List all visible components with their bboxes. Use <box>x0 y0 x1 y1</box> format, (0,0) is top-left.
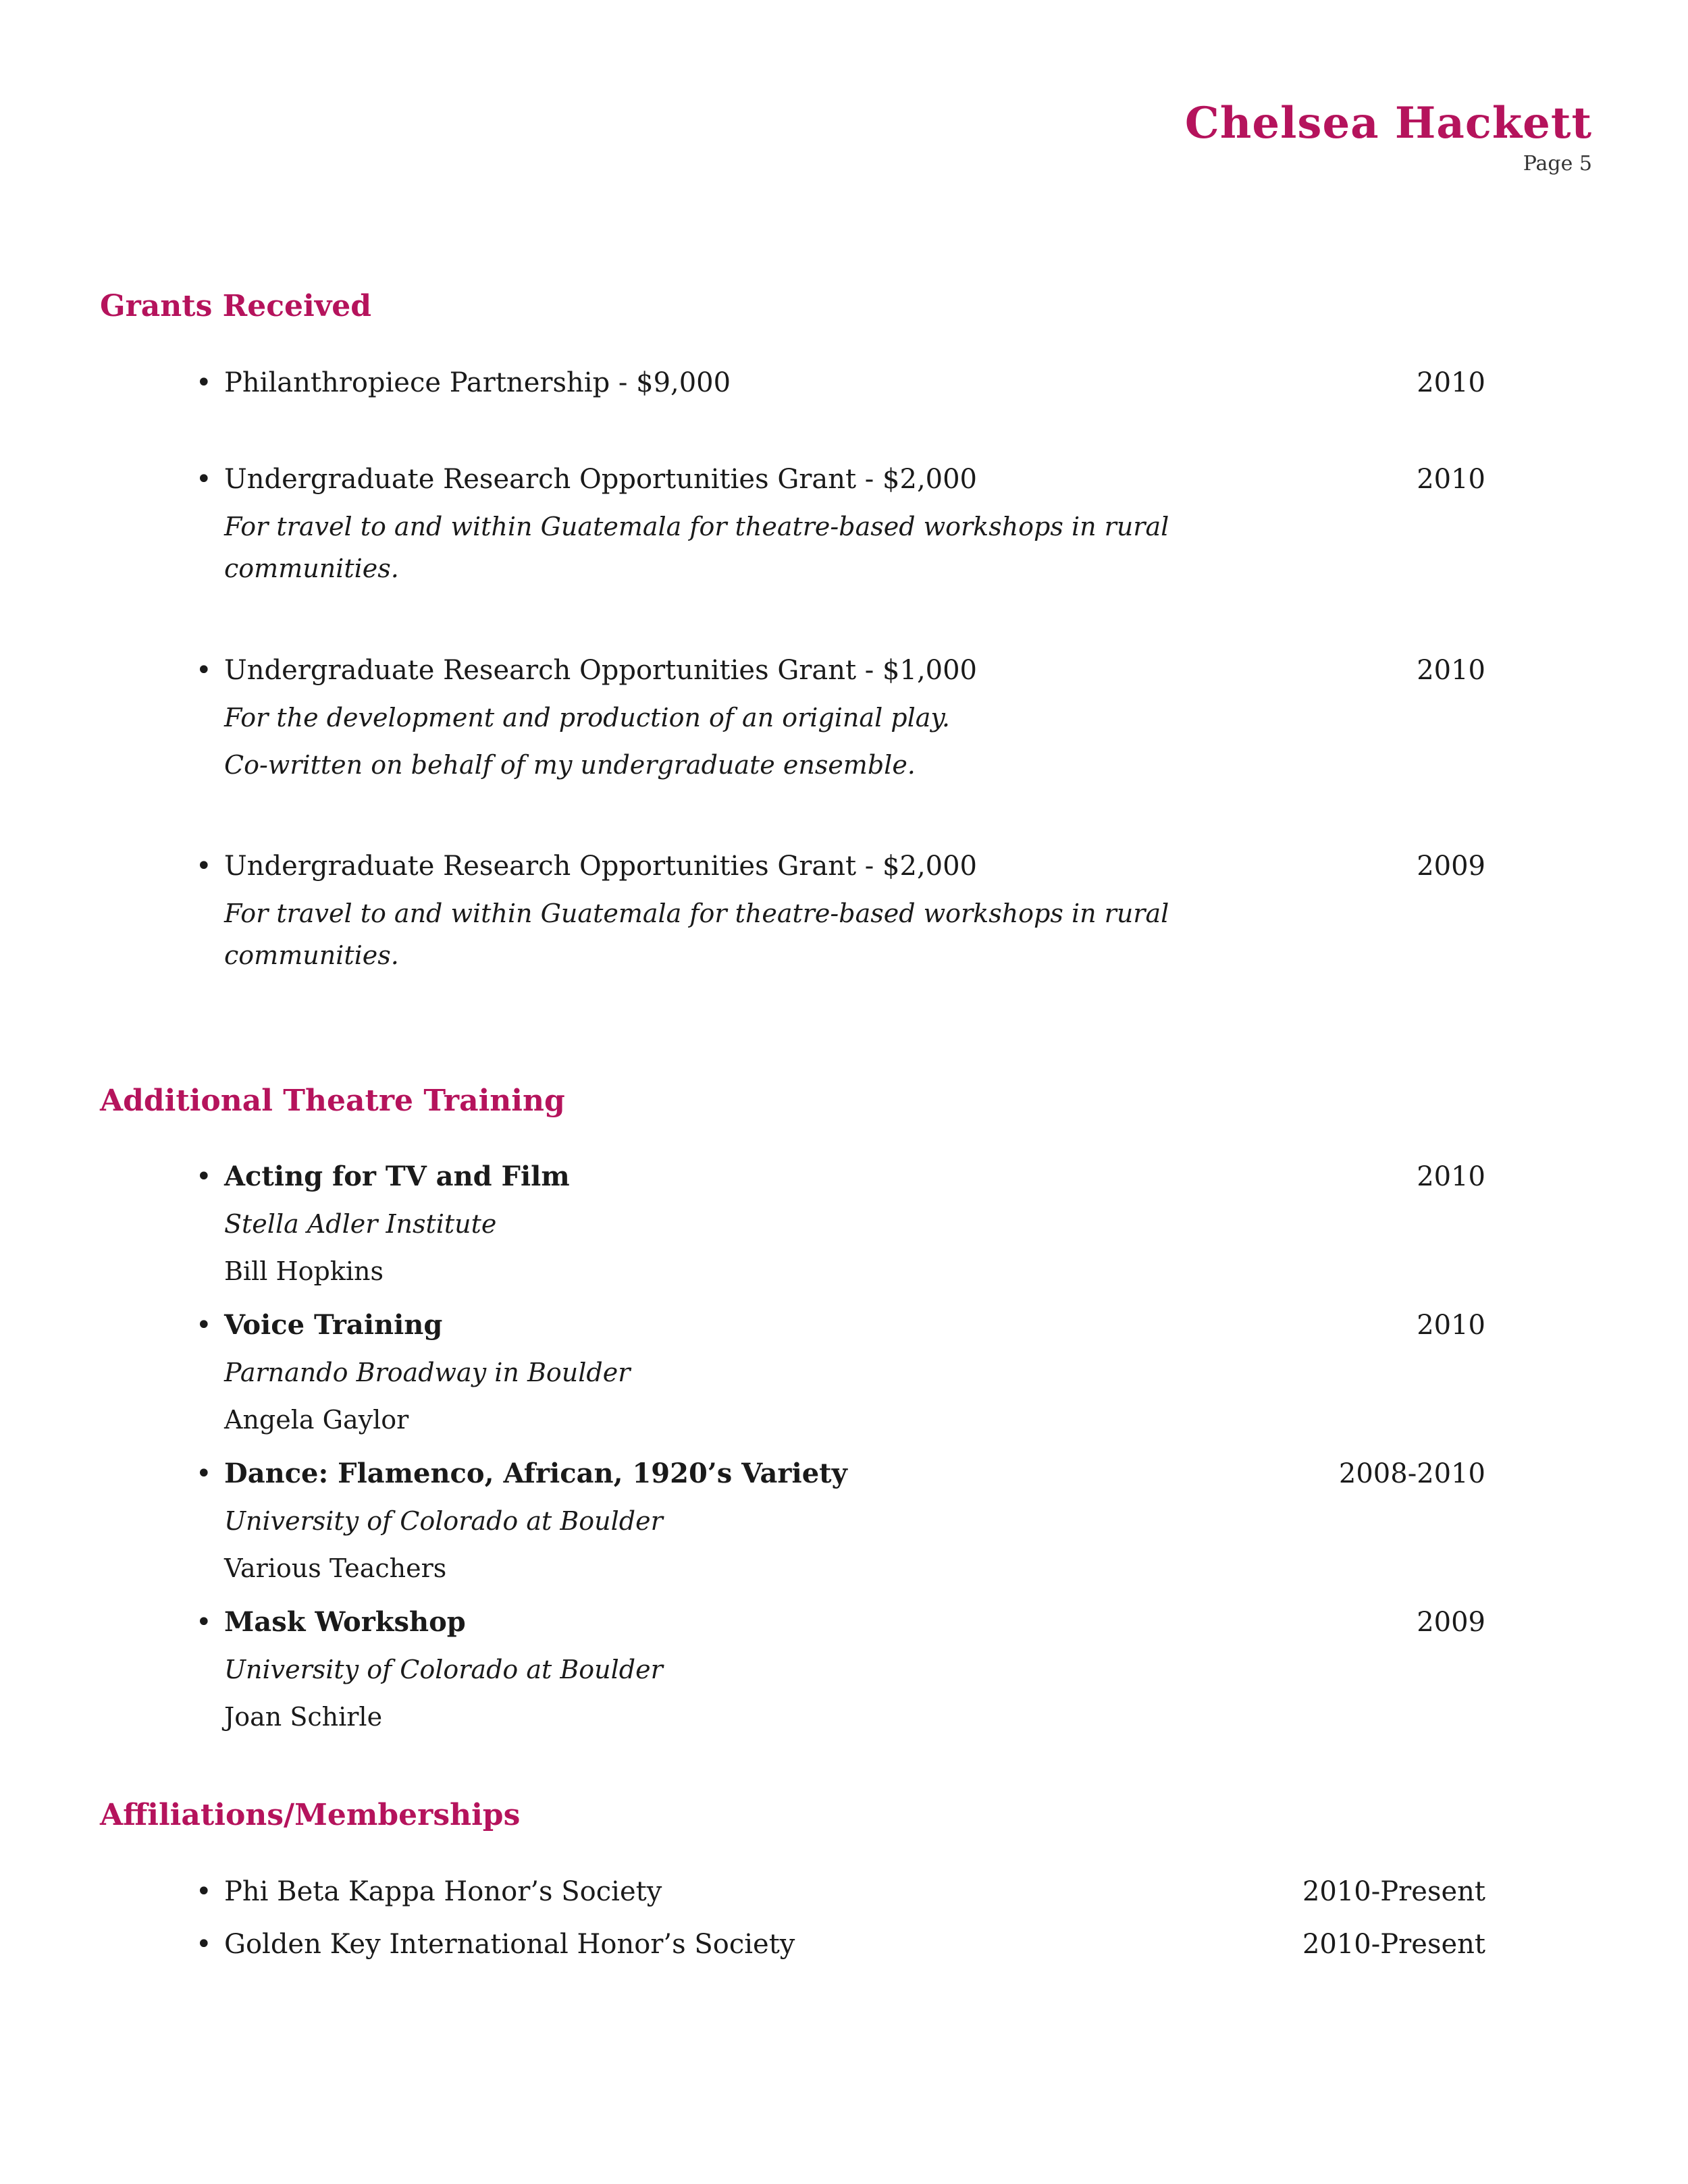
list-item <box>196 1156 1485 1197</box>
training-title: Mask Workshop <box>224 1606 466 1638</box>
grant-text: Undergraduate Research Opportunities Grant - $2,000 <box>224 851 977 882</box>
bullet-icon: • <box>196 1458 212 1489</box>
list-item <box>196 363 1485 403</box>
list-item <box>196 1305 1485 1346</box>
grant-note: communities. <box>224 554 399 583</box>
bullet-icon: • <box>196 1876 212 1907</box>
training-title: Voice Training <box>224 1309 443 1341</box>
grant-text: Undergraduate Research Opportunities Grant - $1,000 <box>224 655 977 686</box>
bullet-icon: • <box>196 851 212 882</box>
training-place: University of Colorado at Boulder <box>224 1655 663 1684</box>
affiliation-year: 2010-Present <box>1302 1876 1485 1907</box>
section-title-affiliations: Affiliations/Memberships <box>100 1798 521 1832</box>
training-teacher: Angela Gaylor <box>224 1405 409 1435</box>
training-teacher: Various Teachers <box>224 1553 447 1583</box>
grant-note: communities. <box>224 940 399 970</box>
list-item <box>196 1871 1485 1912</box>
grant-note: For travel to and within Guatemala for theatre-based workshops in rural <box>224 899 1169 928</box>
training-year: 2008-2010 <box>1338 1458 1485 1489</box>
training-teacher: Joan Schirle <box>224 1702 383 1732</box>
training-teacher: Bill Hopkins <box>224 1256 384 1286</box>
grant-note: Co-written on behalf of my undergraduate ensemble. <box>224 750 916 780</box>
list-item <box>196 1602 1485 1643</box>
list-item <box>196 650 1485 691</box>
section-title-training: Additional Theatre Training <box>100 1084 565 1118</box>
bullet-icon: • <box>196 655 212 686</box>
bullet-icon: • <box>196 1607 212 1638</box>
section-title-grants: Grants Received <box>100 289 372 323</box>
grant-year: 2010 <box>1417 464 1485 495</box>
affiliation-text: Golden Key International Honor’s Society <box>224 1929 795 1960</box>
bullet-icon: • <box>196 367 212 398</box>
resume-name: Chelsea Hackett <box>1184 98 1592 149</box>
grant-note: For the development and production of an original play. <box>224 703 950 733</box>
list-item <box>196 1454 1485 1494</box>
affiliation-text: Phi Beta Kappa Honor’s Society <box>224 1876 662 1907</box>
training-year: 2010 <box>1417 1310 1485 1341</box>
grant-year: 2010 <box>1417 367 1485 398</box>
list-item <box>196 846 1485 886</box>
bullet-icon: • <box>196 464 212 495</box>
training-title: Dance: Flamenco, African, 1920’s Variety <box>224 1458 847 1489</box>
training-place: Parnando Broadway in Boulder <box>224 1358 631 1387</box>
grant-note: For travel to and within Guatemala for theatre-based workshops in rural <box>224 512 1169 541</box>
training-year: 2009 <box>1417 1607 1485 1638</box>
bullet-icon: • <box>196 1310 212 1341</box>
training-place: University of Colorado at Boulder <box>224 1506 663 1536</box>
training-place: Stella Adler Institute <box>224 1209 497 1239</box>
grant-year: 2009 <box>1417 851 1485 882</box>
grant-text: Philanthropiece Partnership - $9,000 <box>224 367 731 398</box>
training-year: 2010 <box>1417 1161 1485 1192</box>
bullet-icon: • <box>196 1929 212 1960</box>
grant-text: Undergraduate Research Opportunities Grant - $2,000 <box>224 464 977 495</box>
affiliation-year: 2010-Present <box>1302 1929 1485 1960</box>
bullet-icon: • <box>196 1161 212 1192</box>
list-item <box>196 459 1485 500</box>
list-item <box>196 1924 1485 1965</box>
training-title: Acting for TV and Film <box>224 1161 570 1192</box>
page-number: Page 5 <box>1523 152 1592 176</box>
grant-year: 2010 <box>1417 655 1485 686</box>
